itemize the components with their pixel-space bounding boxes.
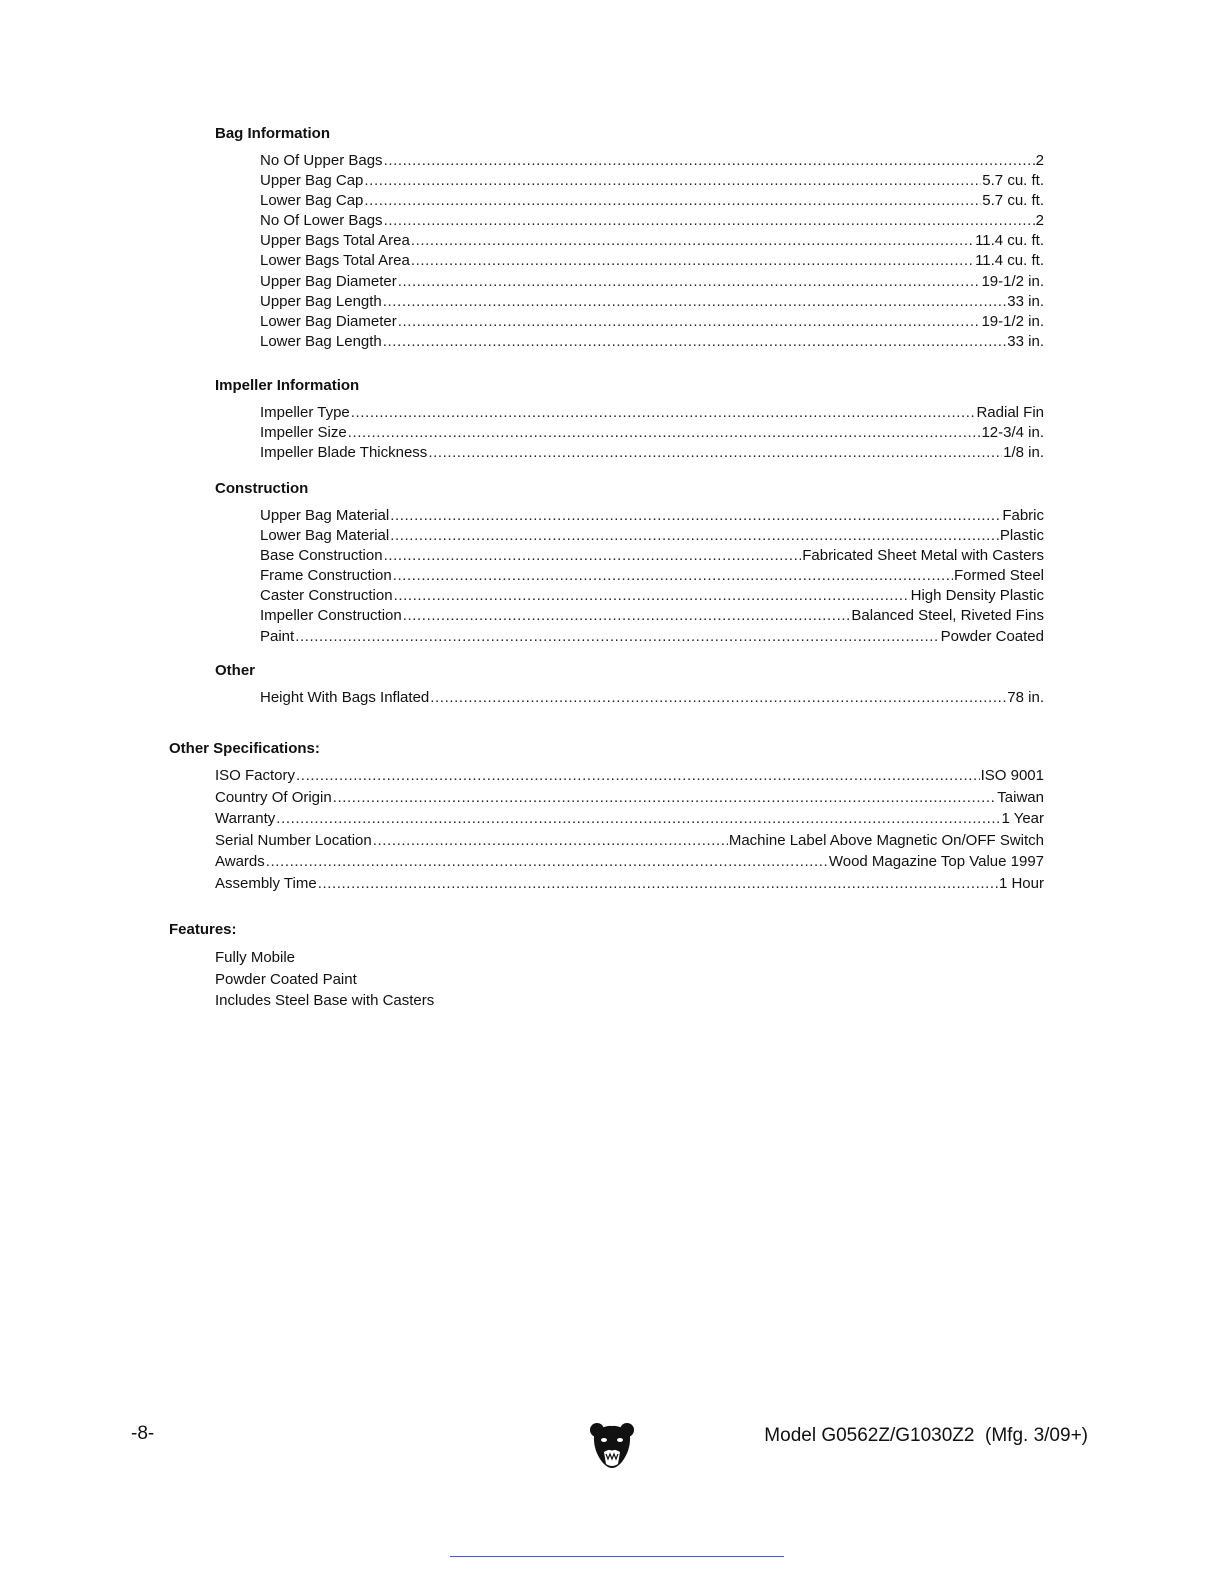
spec-label: ISO Factory [215,767,296,784]
spec-value: 12-3/4 in. [981,424,1044,442]
dot-leader [384,151,1035,171]
spec-value: 5.7 cu. ft. [982,172,1044,190]
spec-row [260,211,1044,231]
spec-label: Base Construction [260,547,383,565]
spec-row [260,151,1044,171]
dot-leader [318,873,998,894]
spec-value: High Density Plastic [910,587,1044,605]
spec-value: Balanced Steel, Riveted Fins [851,607,1044,625]
dot-leader [411,251,974,271]
dot-leader [428,443,1002,463]
dot-leader [384,211,1035,231]
spec-label: Lower Bag Cap [260,192,364,210]
spec-row [260,292,1044,312]
spec-label: No Of Lower Bags [260,212,383,230]
page-number: -8- [131,1423,155,1444]
bear-head-icon [589,1421,635,1473]
spec-label: Impeller Blade Thickness [260,444,428,462]
spec-row [260,627,1044,647]
spec-row [260,526,1044,546]
spec-value: Formed Steel [953,567,1044,585]
spec-value: 33 in. [1007,332,1044,350]
dot-leader [390,526,999,546]
spec-label: Warranty [215,810,276,828]
spec-row [260,312,1044,332]
features-list [215,947,434,1012]
spec-label: Upper Bag Cap [260,172,364,190]
spec-value: 19-1/2 in. [981,312,1044,330]
spec-label: Assembly Time [215,874,317,892]
spec-value: 19-1/2 in. [981,272,1044,290]
other-specifications-heading: Other Specifications: [169,740,320,757]
spec-label: Country Of Origin [215,788,332,806]
spec-value: Radial Fin [976,404,1044,421]
dot-leader [383,292,1007,312]
spec-label: Upper Bag Length [260,292,382,310]
spec-value: 33 in. [1007,292,1044,310]
dot-leader [364,191,981,211]
spec-row [215,765,1044,787]
spec-value: 78 in. [1007,689,1044,706]
construction-heading: Construction [215,480,309,497]
feature-item: Fully Mobile [215,949,296,966]
spec-value: 5.7 cu. ft. [982,192,1044,210]
dot-leader [276,808,1000,829]
spec-label: Lower Bag Length [260,332,382,350]
spec-label: Impeller Type [260,404,350,421]
spec-row [215,787,1044,809]
impeller-information-list [260,403,1044,463]
spec-label: Caster Construction [260,587,393,605]
spec-label: Lower Bag Diameter [260,312,397,330]
spec-row [260,251,1044,271]
spec-row [215,808,1044,830]
spec-value: 1/8 in. [1003,444,1044,462]
feature-item: Powder Coated Paint [215,970,357,988]
spec-label: Impeller Size [260,424,347,442]
spec-label: No Of Upper Bags [260,152,383,169]
dot-leader [333,787,997,808]
spec-label: Serial Number Location [215,831,372,849]
spec-label: Lower Bag Material [260,527,390,545]
impeller-information-heading: Impeller Information [215,377,360,394]
spec-label: Upper Bag Diameter [260,272,397,290]
spec-value: Plastic [999,527,1044,545]
other-heading: Other [215,662,256,679]
dot-leader [398,272,981,292]
spec-row [260,546,1044,566]
spec-value: 1 Hour [998,874,1044,892]
spec-value: 11.4 cu. ft. [975,252,1044,270]
spec-label: Frame Construction [260,567,392,585]
spec-row [260,566,1044,586]
dot-leader [403,606,851,626]
spec-value: Wood Magazine Top Value 1997 [828,853,1044,871]
dot-leader [364,171,981,191]
dot-leader [351,403,976,423]
dot-leader [394,586,910,606]
spec-value: Taiwan [997,788,1044,806]
spec-row [260,403,1044,423]
other-list [260,688,1044,708]
spec-value: Fabric [1002,507,1044,524]
spec-row [260,443,1044,463]
features-heading: Features: [169,921,237,938]
dot-leader [373,830,728,851]
spec-row [260,506,1044,526]
construction-list [260,506,1044,647]
dot-leader [266,851,828,872]
spec-label: Awards [215,853,265,871]
spec-label: Paint [260,627,295,645]
spec-label: Upper Bags Total Area [260,232,410,250]
dot-leader [390,506,1001,526]
spec-value: 11.4 cu. ft. [975,232,1044,250]
spec-row [260,171,1044,191]
spec-value: ISO 9001 [980,767,1044,784]
bag-information-heading: Bag Information [215,125,330,142]
spec-row [260,606,1044,626]
spec-row [260,688,1044,708]
dot-leader [295,627,939,647]
bag-information-list [260,151,1044,352]
spec-row [215,851,1044,873]
spec-value: Powder Coated [940,627,1044,645]
spec-label: Height With Bags Inflated [260,689,430,706]
spec-label: Lower Bags Total Area [260,252,410,270]
dot-leader [398,312,981,332]
spec-value: Machine Label Above Magnetic On/OFF Switch [728,831,1044,849]
dot-leader [384,546,802,566]
dot-leader [393,566,953,586]
spec-value: 2 [1035,212,1044,230]
dot-leader [411,231,974,251]
dot-leader [296,765,980,786]
spec-row [260,191,1044,211]
spec-row [260,332,1044,352]
spec-value: Fabricated Sheet Metal with Casters [802,547,1044,565]
spec-label: Upper Bag Material [260,507,390,524]
spec-row [260,231,1044,251]
bottom-divider [450,1556,784,1557]
spec-value: 2 [1035,152,1044,169]
spec-row [215,873,1044,895]
spec-row [215,830,1044,852]
spec-row [260,586,1044,606]
dot-leader [348,423,981,443]
spec-row [260,272,1044,292]
dot-leader [430,688,1006,708]
model-info: Model G0562Z/G1030Z2 (Mfg. 3/09+) [764,1425,1088,1446]
spec-value: 1 Year [1001,810,1044,828]
spec-row [260,423,1044,443]
dot-leader [383,332,1007,352]
other-specifications-list [215,765,1044,895]
feature-item: Includes Steel Base with Casters [215,992,435,1009]
spec-label: Impeller Construction [260,607,402,625]
